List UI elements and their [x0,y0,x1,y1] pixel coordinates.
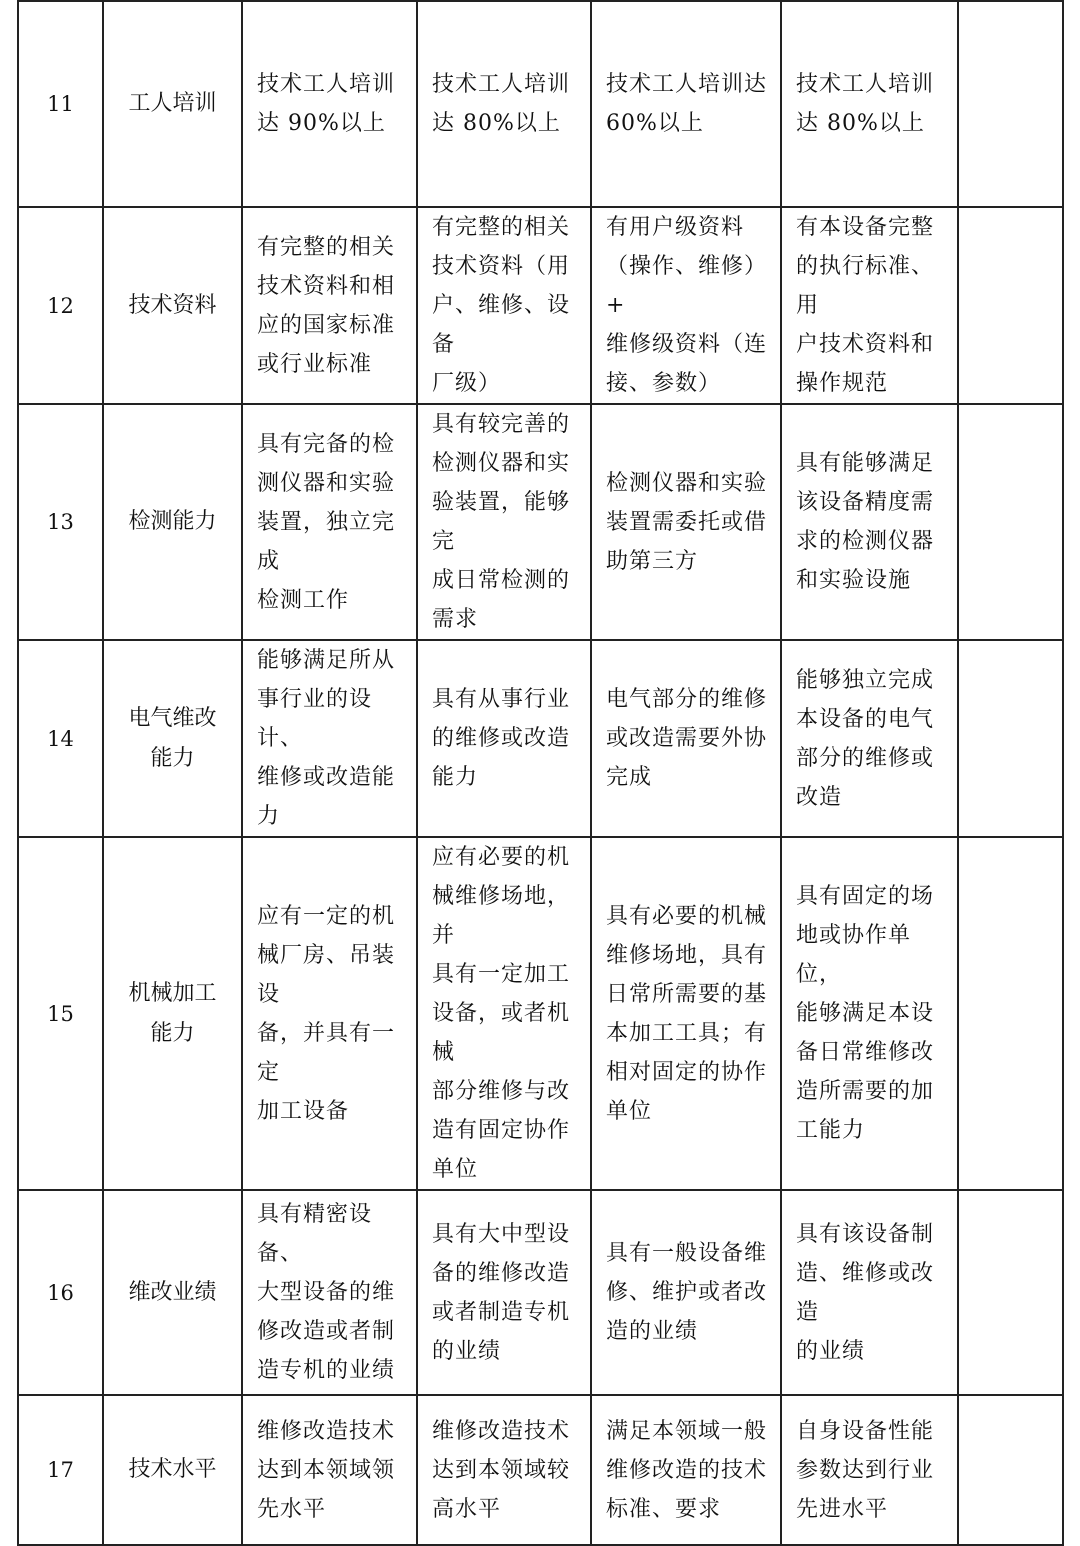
row-item-name: 工人培训 [103,1,242,207]
criteria-cell: 具有大中型设 备的维修改造 或者制造专机 的业绩 [417,1190,591,1395]
criteria-cell: 技术工人培训达 60%以上 [591,1,781,207]
row-item-name: 机械加工 能力 [103,837,242,1190]
criteria-cell: 应有一定的机 械厂房、吊装设 备，并具有一定 加工设备 [242,837,417,1190]
criteria-cell: 技术工人培训 达 90%以上 [242,1,417,207]
criteria-cell: 技术工人培训 达 80%以上 [417,1,591,207]
table-row [18,1,1063,207]
table-row [18,640,1063,837]
row-number: 13 [18,404,103,640]
row-item-name: 电气维改 能力 [103,640,242,837]
criteria-cell: 具有一般设备维 修、维护或者改 造的业绩 [591,1190,781,1395]
criteria-cell: 维修改造技术 达到本领域领 先水平 [242,1395,417,1545]
criteria-cell: 具有该设备制 造、维修或改造 的业绩 [781,1190,958,1395]
criteria-cell: 维修改造技术 达到本领域较 高水平 [417,1395,591,1545]
table-body [18,1,1063,1545]
row-number: 14 [18,640,103,837]
criteria-cell: 具有固定的场 地或协作单位， 能够满足本设 备日常维修改 造所需要的加 工能力 [781,837,958,1190]
criteria-cell: 有本设备完整 的执行标准、用 户技术资料和 操作规范 [781,207,958,404]
blank-cell [958,1395,1063,1545]
table-row [18,1190,1063,1395]
criteria-cell: 检测仪器和实验 装置需委托或借 助第三方 [591,404,781,640]
row-number: 17 [18,1395,103,1545]
criteria-cell: 自身设备性能 参数达到行业 先进水平 [781,1395,958,1545]
criteria-cell: 能够独立完成 本设备的电气 部分的维修或 改造 [781,640,958,837]
criteria-cell: 具有完备的检 测仪器和实验 装置，独立完成 检测工作 [242,404,417,640]
row-item-name: 检测能力 [103,404,242,640]
blank-cell [958,837,1063,1190]
blank-cell [958,207,1063,404]
criteria-cell: 有完整的相关 技术资料（用 户、维修、设备 厂级） [417,207,591,404]
criteria-cell: 具有精密设备、 大型设备的维 修改造或者制 造专机的业绩 [242,1190,417,1395]
criteria-cell: 有用户级资料 （操作、维修）+ 维修级资料（连 接、参数） [591,207,781,404]
row-number: 12 [18,207,103,404]
row-number: 16 [18,1190,103,1395]
table-row [18,837,1063,1190]
table-row [18,207,1063,404]
criteria-cell: 具有必要的机械 维修场地，具有 日常所需要的基 本加工工具；有 相对固定的协作 单位 [591,837,781,1190]
blank-cell [958,404,1063,640]
criteria-cell: 满足本领域一般 维修改造的技术 标准、要求 [591,1395,781,1545]
criteria-cell: 具有较完善的 检测仪器和实 验装置，能够完 成日常检测的 需求 [417,404,591,640]
row-number: 11 [18,1,103,207]
row-item-name: 维改业绩 [103,1190,242,1395]
row-number: 15 [18,837,103,1190]
blank-cell [958,640,1063,837]
row-item-name: 技术水平 [103,1395,242,1545]
criteria-cell: 应有必要的机 械维修场地，并 具有一定加工 设备，或者机械 部分维修与改 造有固定协作 单位 [417,837,591,1190]
table-row [18,1395,1063,1545]
row-item-name: 技术资料 [103,207,242,404]
table-row [18,404,1063,640]
criteria-cell: 技术工人培训 达 80%以上 [781,1,958,207]
criteria-cell: 具有能够满足 该设备精度需 求的检测仪器 和实验设施 [781,404,958,640]
criteria-cell: 有完整的相关 技术资料和相 应的国家标准 或行业标准 [242,207,417,404]
criteria-cell: 电气部分的维修 或改造需要外协 完成 [591,640,781,837]
blank-cell [958,1190,1063,1395]
blank-cell [958,1,1063,207]
criteria-cell: 具有从事行业 的维修或改造 能力 [417,640,591,837]
criteria-cell: 能够满足所从 事行业的设计、 维修或改造能 力 [242,640,417,837]
evaluation-table [17,0,1064,1546]
